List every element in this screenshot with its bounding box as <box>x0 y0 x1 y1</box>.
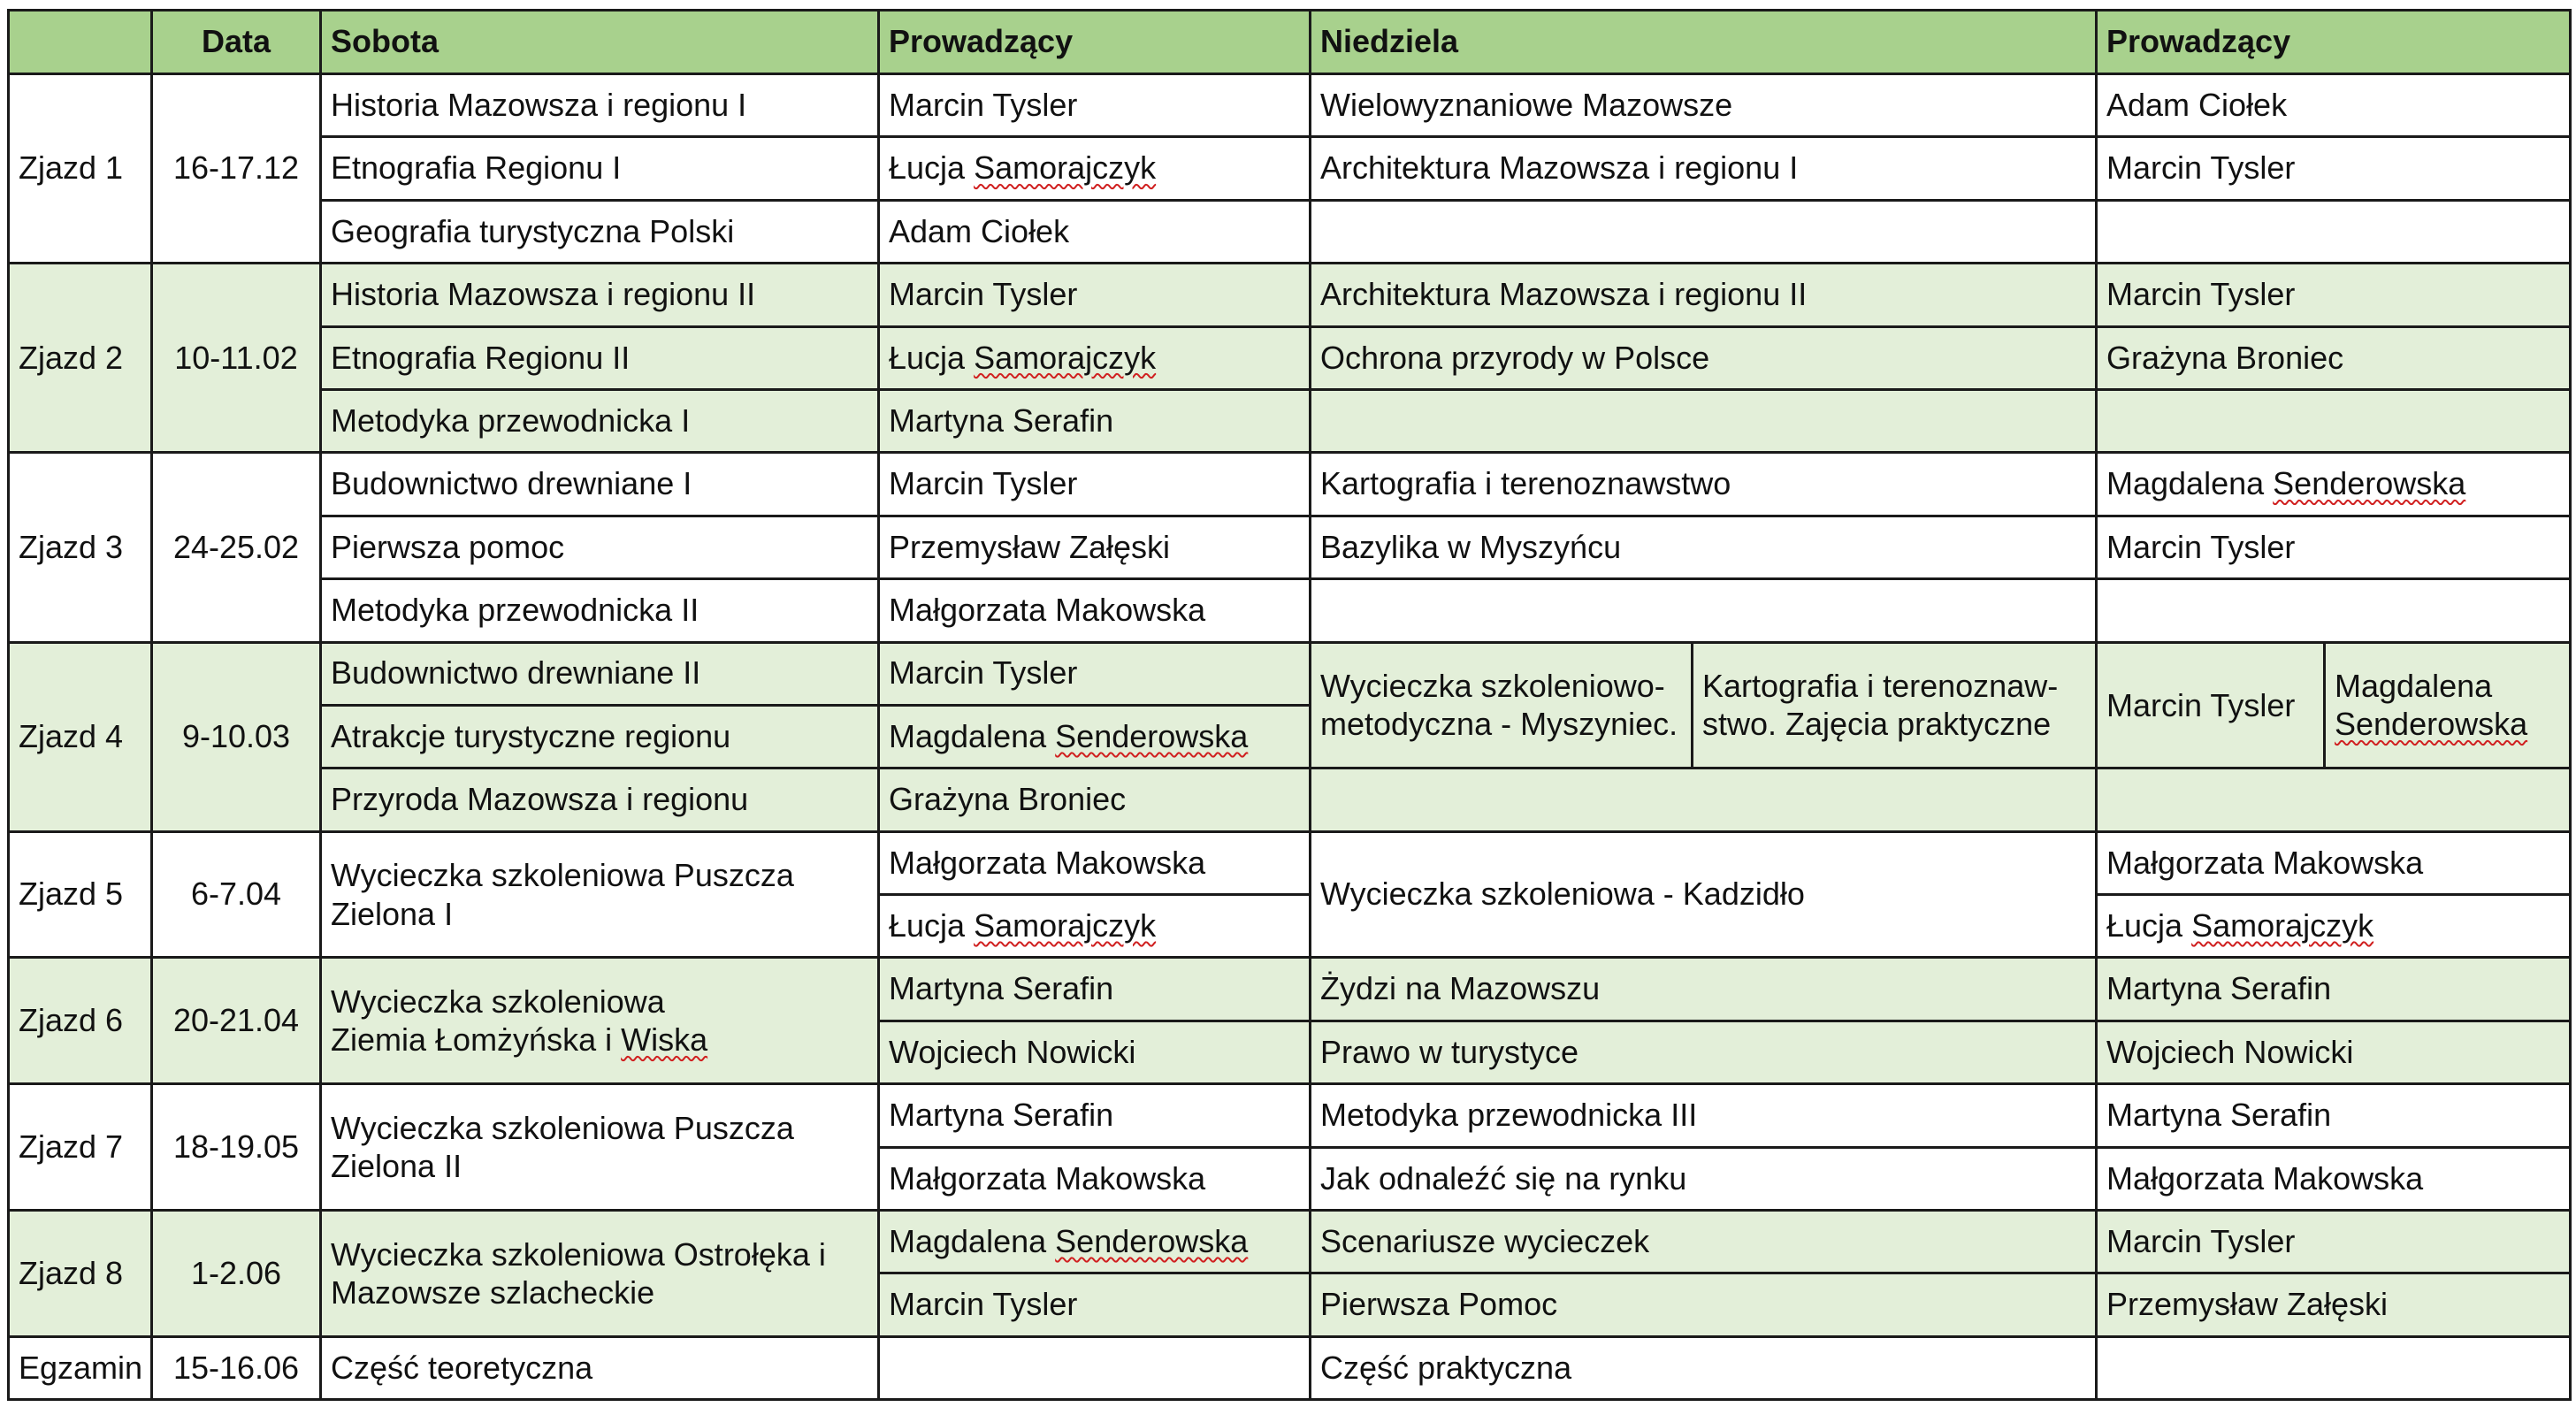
table-row <box>9 958 2571 1021</box>
header-zjazd[interactable] <box>9 11 152 74</box>
zjazd-label[interactable]: Zjazd 3 <box>9 453 152 642</box>
exam-sunday-teacher-empty[interactable] <box>2097 1336 2571 1399</box>
exam-date[interactable]: 15-16.06 <box>152 1336 321 1399</box>
sunday-subject[interactable]: Ochrona przyrody w Polsce <box>1311 326 2097 389</box>
sunday-teacher-empty[interactable] <box>2097 200 2571 263</box>
saturday-subject[interactable]: Wycieczka szkoleniowa Puszcza Zielona II <box>321 1084 879 1211</box>
teacher-first-name: Łucja <box>2106 907 2183 944</box>
sunday-teacher-a[interactable]: Marcin Tysler <box>2097 642 2325 768</box>
sunday-teacher[interactable]: Adam Ciołek <box>2097 74 2571 137</box>
sunday-teacher-b[interactable] <box>2325 642 2571 768</box>
header-sobota[interactable]: Sobota <box>321 11 879 74</box>
zjazd-date[interactable]: 1-2.06 <box>152 1211 321 1337</box>
subject-line-2: Ziemia Łomżyńska i <box>331 1021 613 1059</box>
saturday-subject[interactable]: Wycieczka szkoleniowa Puszcza Zielona I <box>321 831 879 958</box>
saturday-teacher[interactable]: Marcin Tysler <box>879 642 1311 705</box>
header-prowadzacy-sobota[interactable]: Prowadzący <box>879 11 1311 74</box>
exam-saturday-teacher-empty[interactable] <box>879 1336 1311 1399</box>
zjazd-8-group <box>9 1211 2571 1337</box>
sunday-teacher[interactable] <box>2097 453 2571 516</box>
sunday-teacher[interactable]: Marcin Tysler <box>2097 137 2571 200</box>
saturday-teacher[interactable]: Małgorzata Makowska <box>879 831 1311 894</box>
saturday-subject[interactable] <box>321 958 879 1084</box>
table-row <box>9 264 2571 326</box>
saturday-teacher[interactable]: Marcin Tysler <box>879 264 1311 326</box>
zjazd-1-group <box>9 74 2571 264</box>
zjazd-date[interactable]: 18-19.05 <box>152 1084 321 1211</box>
sunday-subject-empty[interactable] <box>1311 579 2097 642</box>
zjazd-label[interactable]: Zjazd 5 <box>9 831 152 958</box>
teacher-first-name: Łucja <box>889 907 966 944</box>
sunday-teacher[interactable]: Przemysław Załęski <box>2097 1273 2571 1336</box>
saturday-teacher[interactable]: Martyna Serafin <box>879 1084 1311 1147</box>
exam-label[interactable]: Egzamin <box>9 1336 152 1399</box>
saturday-teacher[interactable]: Małgorzata Makowska <box>879 1147 1311 1210</box>
sunday-subject[interactable]: Scenariusze wycieczek <box>1311 1211 2097 1273</box>
saturday-subject[interactable]: Historia Mazowsza i regionu II <box>321 264 879 326</box>
table-row <box>9 831 2571 894</box>
sunday-subject[interactable]: Wielowyznaniowe Mazowsze <box>1311 74 2097 137</box>
zjazd-label[interactable]: Zjazd 8 <box>9 1211 152 1337</box>
sunday-teacher[interactable]: Marcin Tysler <box>2097 264 2571 326</box>
sunday-subject-b[interactable]: Kartografia i terenoznaw-stwo. Zajęcia praktyczne <box>1693 642 2097 768</box>
header-row <box>9 11 2571 74</box>
zjazd-date[interactable]: 10-11.02 <box>152 264 321 453</box>
sunday-teacher[interactable]: Martyna Serafin <box>2097 958 2571 1021</box>
saturday-teacher[interactable] <box>879 1211 1311 1273</box>
header-data[interactable]: Data <box>152 11 321 74</box>
table-row <box>9 1336 2571 1399</box>
sunday-teacher[interactable]: Martyna Serafin <box>2097 1084 2571 1147</box>
teacher-last-name: Senderowska <box>1055 717 1249 754</box>
table-row <box>9 74 2571 137</box>
sunday-subject[interactable]: Bazylika w Myszyńcu <box>1311 516 2097 578</box>
saturday-teacher[interactable]: Martyna Serafin <box>879 389 1311 452</box>
teacher-first-name: Łucja <box>889 149 966 187</box>
zjazd-6-group <box>9 958 2571 1084</box>
sunday-subject-empty[interactable] <box>1311 389 2097 452</box>
saturday-subject[interactable]: Budownictwo drewniane II <box>321 642 879 705</box>
teacher-last-name: Samorajczyk <box>974 907 1157 944</box>
teacher-first-name: Magdalena <box>889 717 1047 754</box>
teacher-last-name: Senderowska <box>2335 706 2528 743</box>
exam-saturday[interactable]: Część teoretyczna <box>321 1336 879 1399</box>
zjazd-label[interactable]: Zjazd 4 <box>9 642 152 831</box>
zjazd-label[interactable]: Zjazd 7 <box>9 1084 152 1211</box>
table-row <box>9 1084 2571 1147</box>
table-row <box>9 516 2571 578</box>
saturday-teacher[interactable] <box>879 895 1311 958</box>
teacher-first-name: Magdalena <box>2335 668 2493 705</box>
sunday-subject[interactable]: Kartografia i terenoznawstwo <box>1311 453 2097 516</box>
sunday-teacher[interactable]: Marcin Tysler <box>2097 516 2571 578</box>
teacher-last-name: Senderowska <box>1055 1222 1249 1259</box>
teacher-last-name: Senderowska <box>2273 465 2466 502</box>
table-row <box>9 326 2571 389</box>
saturday-subject[interactable]: Etnografia Regionu II <box>321 326 879 389</box>
zjazd-label[interactable]: Zjazd 1 <box>9 74 152 264</box>
sunday-subject-empty[interactable] <box>1311 768 2097 831</box>
saturday-subject[interactable]: Historia Mazowsza i regionu I <box>321 74 879 137</box>
sunday-subject[interactable]: Architektura Mazowsza i regionu II <box>1311 264 2097 326</box>
sunday-teacher[interactable]: Małgorzata Makowska <box>2097 831 2571 894</box>
saturday-subject[interactable]: Etnografia Regionu I <box>321 137 879 200</box>
sunday-subject[interactable]: Prawo w turystyce <box>1311 1021 2097 1083</box>
sunday-teacher[interactable]: Marcin Tysler <box>2097 1211 2571 1273</box>
table-row <box>9 137 2571 200</box>
saturday-teacher[interactable] <box>879 705 1311 768</box>
zjazd-date[interactable]: 16-17.12 <box>152 74 321 264</box>
saturday-subject[interactable]: Przyroda Mazowsza i regionu <box>321 768 879 831</box>
table-row <box>9 200 2571 263</box>
zjazd-7-group <box>9 1084 2571 1211</box>
sunday-subject-a[interactable]: Wycieczka szkoleniowo-metodyczna - Myszyniec. <box>1311 642 1693 768</box>
teacher-first-name: Łucja <box>889 339 966 376</box>
zjazd-3-group <box>9 453 2571 642</box>
sunday-subject-empty[interactable] <box>1311 200 2097 263</box>
saturday-subject[interactable]: Wycieczka szkoleniowa Ostrołęka i Mazowsze szlacheckie <box>321 1211 879 1337</box>
sunday-teacher[interactable]: Małgorzata Makowska <box>2097 1147 2571 1210</box>
zjazd-date[interactable]: 9-10.03 <box>152 642 321 831</box>
teacher-first-name: Magdalena <box>2106 465 2265 502</box>
teacher-first-name: Magdalena <box>889 1222 1047 1259</box>
table-row <box>9 642 2571 705</box>
sunday-subject[interactable]: Pierwsza Pomoc <box>1311 1273 2097 1336</box>
sunday-subject[interactable]: Metodyka przewodnicka III <box>1311 1084 2097 1147</box>
header-prowadzacy-niedziela[interactable]: Prowadzący <box>2097 11 2571 74</box>
saturday-subject[interactable]: Budownictwo drewniane I <box>321 453 879 516</box>
saturday-teacher[interactable]: Przemysław Załęski <box>879 516 1311 578</box>
saturday-teacher[interactable] <box>879 326 1311 389</box>
zjazd-date[interactable]: 24-25.02 <box>152 453 321 642</box>
saturday-teacher[interactable]: Martyna Serafin <box>879 958 1311 1021</box>
header-niedziela[interactable]: Niedziela <box>1311 11 2097 74</box>
teacher-last-name: Samorajczyk <box>974 339 1157 376</box>
schedule-table <box>7 9 2572 1401</box>
zjazd-date[interactable]: 6-7.04 <box>152 831 321 958</box>
sunday-teacher[interactable]: Grażyna Broniec <box>2097 326 2571 389</box>
zjazd-label[interactable]: Zjazd 6 <box>9 958 152 1084</box>
sunday-subject[interactable]: Wycieczka szkoleniowa - Kadzidło <box>1311 831 2097 958</box>
saturday-teacher[interactable]: Małgorzata Makowska <box>879 579 1311 642</box>
zjazd-5-group <box>9 831 2571 958</box>
teacher-last-name: Samorajczyk <box>2191 907 2374 944</box>
saturday-teacher[interactable]: Marcin Tysler <box>879 74 1311 137</box>
sunday-subject[interactable]: Architektura Mazowsza i regionu I <box>1311 137 2097 200</box>
saturday-teacher[interactable]: Adam Ciołek <box>879 200 1311 263</box>
saturday-subject[interactable]: Pierwsza pomoc <box>321 516 879 578</box>
saturday-teacher[interactable]: Wojciech Nowicki <box>879 1021 1311 1083</box>
saturday-subject[interactable]: Atrakcje turystyczne regionu <box>321 705 879 768</box>
subject-line-2-end: Wiska <box>621 1021 708 1059</box>
saturday-teacher[interactable]: Grażyna Broniec <box>879 768 1311 831</box>
sunday-teacher-empty[interactable] <box>2097 579 2571 642</box>
teacher-last-name: Samorajczyk <box>974 149 1157 187</box>
zjazd-label[interactable]: Zjazd 2 <box>9 264 152 453</box>
sunday-teacher[interactable] <box>2097 895 2571 958</box>
saturday-teacher[interactable] <box>879 137 1311 200</box>
table-row <box>9 453 2571 516</box>
saturday-subject[interactable]: Geografia turystyczna Polski <box>321 200 879 263</box>
table-row <box>9 768 2571 831</box>
table-row <box>9 579 2571 642</box>
sunday-teacher-empty[interactable] <box>2097 389 2571 452</box>
zjazd-2-group <box>9 264 2571 453</box>
saturday-subject[interactable]: Metodyka przewodnicka II <box>321 579 879 642</box>
table-row <box>9 1211 2571 1273</box>
saturday-teacher[interactable]: Marcin Tysler <box>879 1273 1311 1336</box>
table-row <box>9 389 2571 452</box>
saturday-teacher[interactable]: Marcin Tysler <box>879 453 1311 516</box>
sunday-teacher[interactable]: Wojciech Nowicki <box>2097 1021 2571 1083</box>
zjazd-4-group <box>9 642 2571 831</box>
sunday-teacher-empty[interactable] <box>2097 768 2571 831</box>
saturday-subject[interactable]: Metodyka przewodnicka I <box>321 389 879 452</box>
exam-sunday[interactable]: Część praktyczna <box>1311 1336 2097 1399</box>
subject-line-1: Wycieczka szkoleniowa <box>331 983 665 1021</box>
sunday-subject[interactable]: Jak odnaleźć się na rynku <box>1311 1147 2097 1210</box>
sunday-subject[interactable]: Żydzi na Mazowszu <box>1311 958 2097 1021</box>
exam-group <box>9 1336 2571 1399</box>
zjazd-date[interactable]: 20-21.04 <box>152 958 321 1084</box>
